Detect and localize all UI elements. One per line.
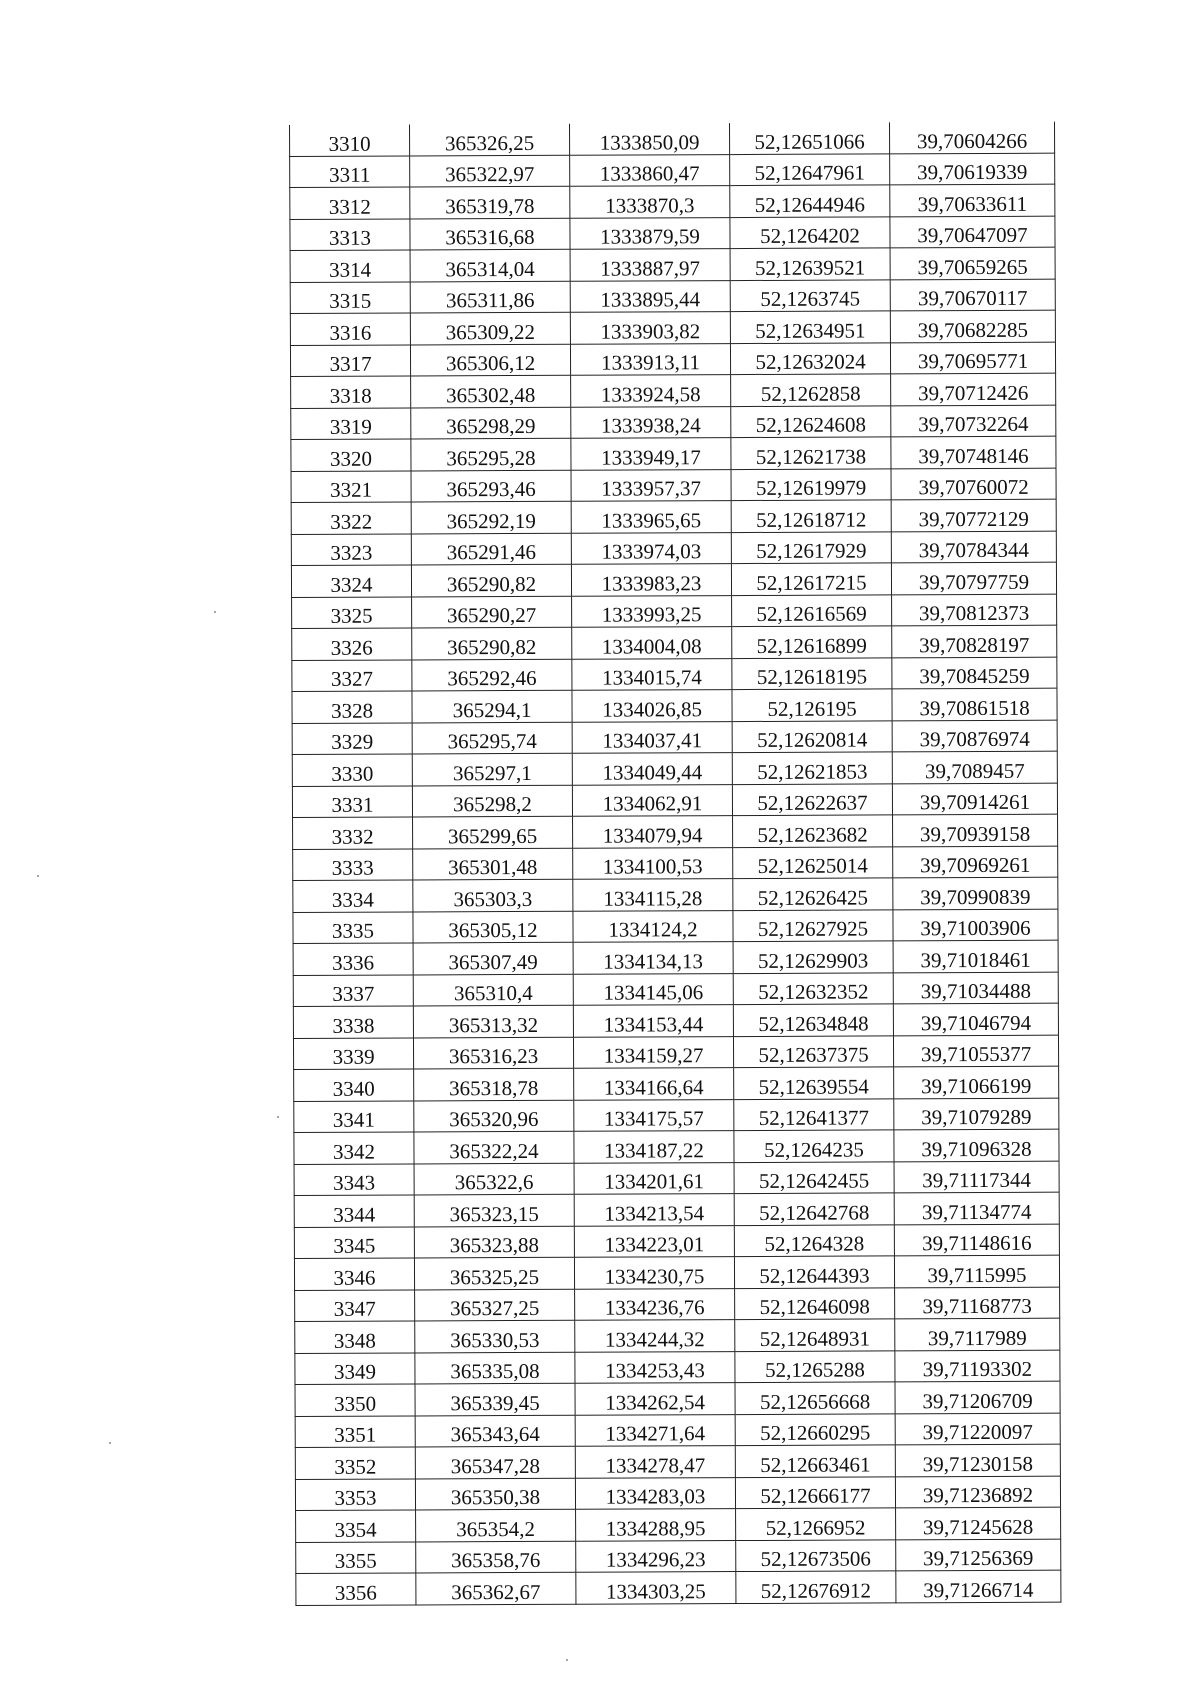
table-cell: 39,70670117	[890, 279, 1055, 311]
table-cell: 365311,86	[410, 281, 570, 313]
table-cell: 365350,38	[415, 1478, 575, 1510]
table-row	[290, 122, 1055, 156]
table-cell: 365297,1	[412, 753, 572, 785]
table-cell: 365322,97	[410, 155, 570, 187]
table-cell: 1334262,54	[575, 1383, 735, 1415]
table-cell: 3329	[292, 722, 412, 754]
table-cell: 1333887,97	[570, 249, 730, 281]
table-row	[292, 594, 1057, 629]
table-cell: 52,12663461	[735, 1445, 895, 1477]
table-row	[291, 499, 1056, 534]
scan-speck	[566, 1659, 568, 1661]
table-row	[290, 216, 1055, 251]
table-cell: 3341	[294, 1100, 414, 1132]
table-cell: 3340	[294, 1069, 414, 1101]
table-cell: 52,1266952	[736, 1508, 896, 1540]
table-cell: 365323,88	[414, 1226, 574, 1258]
table-cell: 3326	[292, 628, 412, 660]
table-cell: 52,12651066	[729, 122, 889, 154]
table-cell: 365299,65	[413, 816, 573, 848]
table-cell: 365316,68	[410, 218, 570, 250]
table-cell: 1333924,58	[571, 375, 731, 407]
table-cell: 52,12644946	[730, 185, 890, 217]
table-cell: 1334283,03	[575, 1477, 735, 1509]
table-cell: 39,71206709	[895, 1381, 1060, 1413]
table-cell: 365293,46	[411, 470, 571, 502]
table-row	[293, 909, 1058, 944]
table-cell: 39,70784344	[891, 531, 1056, 563]
coordinates-table-body	[290, 122, 1061, 1605]
table-row	[295, 1287, 1060, 1322]
table-cell: 365302,48	[411, 375, 571, 407]
table-cell: 3313	[290, 218, 410, 250]
table-cell: 39,7089457	[892, 751, 1057, 783]
table-cell: 1334166,64	[574, 1068, 734, 1100]
table-cell: 3338	[293, 1006, 413, 1038]
table-row	[292, 751, 1057, 786]
table-row	[290, 247, 1055, 282]
table-cell: 365319,78	[410, 186, 570, 218]
table-row	[294, 1255, 1059, 1290]
table-cell: 365295,28	[411, 438, 571, 470]
table-cell: 3345	[294, 1226, 414, 1258]
table-cell: 3339	[293, 1037, 413, 1069]
table-cell: 3318	[291, 376, 411, 408]
coordinates-table	[289, 122, 1061, 1606]
table-cell: 1334223,01	[574, 1225, 734, 1257]
table-cell: 39,70861518	[892, 688, 1057, 720]
table-cell: 39,70604266	[889, 122, 1054, 154]
table-row	[293, 1003, 1058, 1038]
table-row	[294, 1161, 1059, 1196]
table-cell: 52,12626425	[733, 878, 893, 910]
table-cell: 3336	[293, 943, 413, 975]
table-cell: 39,70659265	[890, 247, 1055, 279]
table-cell: 39,70748146	[891, 436, 1056, 468]
table-cell: 1334236,76	[575, 1288, 735, 1320]
table-cell: 3328	[292, 691, 412, 723]
table-cell: 1334288,95	[576, 1509, 736, 1541]
table-cell: 1333957,37	[571, 469, 731, 501]
table-cell: 1334153,44	[573, 1005, 733, 1037]
table-row	[291, 405, 1056, 440]
table-cell: 39,71018461	[893, 940, 1058, 972]
table-cell: 3352	[295, 1447, 415, 1479]
table-row	[292, 720, 1057, 755]
table-cell: 39,70939158	[893, 814, 1058, 846]
table-cell: 39,70969261	[893, 846, 1058, 878]
table-cell: 39,71236892	[895, 1476, 1060, 1508]
table-cell: 52,12673506	[736, 1539, 896, 1571]
table-cell: 365295,74	[412, 722, 572, 754]
table-cell: 3354	[296, 1510, 416, 1542]
table-cell: 52,12634848	[733, 1004, 893, 1036]
table-cell: 3332	[293, 817, 413, 849]
table-cell: 52,12642455	[734, 1161, 894, 1193]
table-cell: 365291,46	[411, 533, 571, 565]
table-cell: 365320,96	[414, 1100, 574, 1132]
table-cell: 1333879,59	[570, 217, 730, 249]
table-cell: 52,12629903	[733, 941, 893, 973]
table-row	[291, 468, 1056, 503]
table-row	[291, 562, 1056, 597]
table-cell: 1334115,28	[573, 879, 733, 911]
table-cell: 39,70812373	[892, 594, 1057, 626]
table-row	[293, 972, 1058, 1007]
table-cell: 3333	[293, 848, 413, 880]
table-cell: 52,12617929	[731, 531, 891, 563]
table-cell: 1333870,3	[570, 186, 730, 218]
table-cell: 3320	[291, 439, 411, 471]
table-row	[292, 657, 1057, 692]
table-cell: 52,12622637	[732, 783, 892, 815]
table-cell: 1334145,06	[573, 973, 733, 1005]
table-cell: 52,12618712	[731, 500, 891, 532]
table-cell: 1334253,43	[575, 1351, 735, 1383]
scan-speck	[109, 1442, 111, 1444]
table-cell: 52,12660295	[735, 1413, 895, 1445]
table-cell: 39,71003906	[893, 909, 1058, 941]
table-cell: 1333993,25	[572, 595, 732, 627]
table-cell: 39,70760072	[891, 468, 1056, 500]
table-cell: 52,12634951	[730, 311, 890, 343]
table-cell: 39,71066199	[894, 1066, 1059, 1098]
table-row	[291, 373, 1056, 408]
table-cell: 3334	[293, 880, 413, 912]
table-cell: 365294,1	[412, 690, 572, 722]
table-cell: 1333974,03	[571, 532, 731, 564]
table-cell: 365292,19	[411, 501, 571, 533]
table-cell: 39,70682285	[890, 310, 1055, 342]
table-cell: 3323	[291, 533, 411, 565]
table-cell: 52,12632352	[733, 972, 893, 1004]
table-cell: 365325,25	[414, 1257, 574, 1289]
table-cell: 3324	[291, 565, 411, 597]
table-cell: 39,71034488	[893, 972, 1058, 1004]
table-cell: 39,71079289	[894, 1098, 1059, 1130]
scan-speck	[37, 875, 39, 877]
table-cell: 1334079,94	[573, 816, 733, 848]
table-cell: 1334230,75	[574, 1257, 734, 1289]
table-cell: 52,12639521	[730, 248, 890, 280]
table-cell: 3350	[295, 1384, 415, 1416]
table-cell: 52,12647961	[730, 153, 890, 185]
table-cell: 52,126195	[732, 689, 892, 721]
table-cell: 39,70797759	[891, 562, 1056, 594]
table-cell: 52,12648931	[735, 1319, 895, 1351]
table-cell: 39,70876974	[892, 720, 1057, 752]
table-cell: 39,71168773	[895, 1287, 1060, 1319]
table-cell: 39,70695771	[890, 342, 1055, 374]
table-cell: 39,70732264	[891, 405, 1056, 437]
table-cell: 3346	[294, 1258, 414, 1290]
table-cell: 52,1264202	[730, 216, 890, 248]
table-cell: 365298,2	[412, 785, 572, 817]
table-cell: 365322,24	[414, 1131, 574, 1163]
table-cell: 52,12621853	[732, 752, 892, 784]
table-cell: 1333903,82	[570, 312, 730, 344]
table-cell: 1333938,24	[571, 406, 731, 438]
table-cell: 365318,78	[414, 1068, 574, 1100]
table-cell: 1333860,47	[570, 154, 730, 186]
table-cell: 3343	[294, 1163, 414, 1195]
table-cell: 1334213,54	[574, 1194, 734, 1226]
table-cell: 52,12639554	[734, 1067, 894, 1099]
table-row	[293, 814, 1058, 849]
table-cell: 365330,53	[415, 1320, 575, 1352]
table-cell: 3317	[290, 344, 410, 376]
table-cell: 52,12637375	[733, 1035, 893, 1067]
table-row	[296, 1570, 1061, 1605]
table-cell: 365303,3	[413, 879, 573, 911]
table-row	[292, 688, 1057, 723]
table-cell: 1333913,11	[570, 343, 730, 375]
table-cell: 365292,46	[412, 659, 572, 691]
table-row	[290, 184, 1055, 219]
table-cell: 52,1264235	[734, 1130, 894, 1162]
table-row	[295, 1381, 1060, 1416]
table-cell: 3331	[292, 785, 412, 817]
table-cell: 52,1262858	[731, 374, 891, 406]
table-cell: 3312	[290, 187, 410, 219]
table-cell: 39,71117344	[894, 1161, 1059, 1193]
table-cell: 3351	[295, 1415, 415, 1447]
table-cell: 39,71245628	[896, 1507, 1061, 1539]
table-row	[290, 310, 1055, 345]
table-row	[292, 625, 1057, 660]
table-cell: 52,12642768	[734, 1193, 894, 1225]
table-cell: 52,12616899	[732, 626, 892, 658]
table-cell: 1334124,2	[573, 910, 733, 942]
table-cell: 3344	[294, 1195, 414, 1227]
table-cell: 1334100,53	[573, 847, 733, 879]
table-row	[296, 1507, 1061, 1542]
table-cell: 1333850,09	[569, 123, 729, 155]
table-cell: 39,71148616	[894, 1224, 1059, 1256]
table-row	[290, 279, 1055, 314]
table-cell: 1334004,08	[572, 627, 732, 659]
table-cell: 52,12620814	[732, 720, 892, 752]
table-cell: 365307,49	[413, 942, 573, 974]
table-cell: 365314,04	[410, 249, 570, 281]
table-cell: 39,71266714	[896, 1570, 1061, 1602]
table-cell: 3316	[290, 313, 410, 345]
table-row	[295, 1318, 1060, 1353]
table-cell: 52,12666177	[735, 1476, 895, 1508]
table-cell: 365301,48	[413, 848, 573, 880]
table-cell: 39,71055377	[893, 1035, 1058, 1067]
table-cell: 1334175,57	[574, 1099, 734, 1131]
table-cell: 39,70712426	[891, 373, 1056, 405]
table-row	[296, 1539, 1061, 1574]
table-cell: 3314	[290, 250, 410, 282]
table-cell: 39,70633611	[890, 184, 1055, 216]
table-cell: 1334159,27	[573, 1036, 733, 1068]
table-cell: 1333895,44	[570, 280, 730, 312]
table-cell: 365362,67	[416, 1572, 576, 1604]
table-cell: 52,12656668	[735, 1382, 895, 1414]
table-cell: 52,12676912	[736, 1571, 896, 1603]
table-row	[293, 1035, 1058, 1070]
table-cell: 52,12616569	[732, 594, 892, 626]
table-cell: 1334271,64	[575, 1414, 735, 1446]
table-cell: 52,12624608	[731, 405, 891, 437]
table-cell: 1334062,91	[572, 784, 732, 816]
table-cell: 3327	[292, 659, 412, 691]
table-cell: 39,70845259	[892, 657, 1057, 689]
table-cell: 3353	[295, 1478, 415, 1510]
table-cell: 365322,6	[414, 1163, 574, 1195]
table-cell: 39,71134774	[894, 1192, 1059, 1224]
table-row	[294, 1192, 1059, 1227]
table-cell: 39,7117989	[895, 1318, 1060, 1350]
table-cell: 1334026,85	[572, 690, 732, 722]
table-cell: 52,12619979	[731, 468, 891, 500]
table-cell: 3330	[292, 754, 412, 786]
table-cell: 365290,27	[412, 596, 572, 628]
table-cell: 3348	[295, 1321, 415, 1353]
table-cell: 52,12625014	[733, 846, 893, 878]
table-cell: 39,70619339	[890, 153, 1055, 185]
table-cell: 1334187,22	[574, 1131, 734, 1163]
table-cell: 52,1264328	[734, 1224, 894, 1256]
table-cell: 365339,45	[415, 1383, 575, 1415]
table-cell: 39,70828197	[892, 625, 1057, 657]
table-row	[294, 1224, 1059, 1259]
table-cell: 39,71193302	[895, 1350, 1060, 1382]
table-cell: 365327,25	[415, 1289, 575, 1321]
table-cell: 365309,22	[410, 312, 570, 344]
table-row	[295, 1350, 1060, 1385]
table-cell: 365313,32	[413, 1005, 573, 1037]
table-cell: 365354,2	[416, 1509, 576, 1541]
table-cell: 3335	[293, 911, 413, 943]
table-row	[290, 342, 1055, 377]
table-cell: 1334037,41	[572, 721, 732, 753]
table-row	[293, 940, 1058, 975]
table-cell: 52,12623682	[733, 815, 893, 847]
scan-speck	[277, 1116, 279, 1118]
table-cell: 365298,29	[411, 407, 571, 439]
table-row	[295, 1444, 1060, 1479]
table-cell: 365305,12	[413, 911, 573, 943]
table-row	[293, 846, 1058, 881]
table-cell: 52,12646098	[735, 1287, 895, 1319]
table-row	[291, 436, 1056, 471]
table-cell: 1333983,23	[571, 564, 731, 596]
table-row	[291, 531, 1056, 566]
table-cell: 365323,15	[414, 1194, 574, 1226]
table-cell: 39,71220097	[895, 1413, 1060, 1445]
table-cell: 365358,76	[416, 1541, 576, 1573]
table-cell: 3319	[291, 407, 411, 439]
table-row	[294, 1066, 1059, 1101]
table-cell: 39,70647097	[890, 216, 1055, 248]
table-row	[293, 877, 1058, 912]
table-cell: 3347	[295, 1289, 415, 1321]
table-cell: 39,70772129	[891, 499, 1056, 531]
table-row	[294, 1098, 1059, 1133]
table-cell: 3342	[294, 1132, 414, 1164]
table-cell: 3315	[290, 281, 410, 313]
scan-speck	[214, 611, 216, 613]
table-row	[290, 153, 1055, 188]
table-cell: 52,1263745	[730, 279, 890, 311]
table-cell: 39,71096328	[894, 1129, 1059, 1161]
table-cell: 3310	[290, 124, 410, 156]
table-cell: 1334201,61	[574, 1162, 734, 1194]
table-cell: 39,71256369	[896, 1539, 1061, 1571]
table-cell: 39,70990839	[893, 877, 1058, 909]
table-row	[292, 783, 1057, 818]
table-cell: 365316,23	[413, 1037, 573, 1069]
table-cell: 365347,28	[415, 1446, 575, 1478]
table-cell: 1334296,23	[576, 1540, 736, 1572]
table-cell: 1334278,47	[575, 1446, 735, 1478]
table-cell: 52,12641377	[734, 1098, 894, 1130]
table-cell: 39,71230158	[895, 1444, 1060, 1476]
table-cell: 39,70914261	[892, 783, 1057, 815]
table-cell: 3349	[295, 1352, 415, 1384]
table-cell: 52,12632024	[730, 342, 890, 374]
table-cell: 1333949,17	[571, 438, 731, 470]
table-cell: 365290,82	[412, 627, 572, 659]
table-cell: 52,12618195	[732, 657, 892, 689]
table-cell: 365290,82	[411, 564, 571, 596]
table-cell: 3356	[296, 1573, 416, 1605]
table-cell: 1334244,32	[575, 1320, 735, 1352]
table-cell: 3311	[290, 155, 410, 187]
table-row	[295, 1476, 1060, 1511]
table-cell: 365306,12	[410, 344, 570, 376]
table-cell: 52,12617215	[731, 563, 891, 595]
table-cell: 52,12621738	[731, 437, 891, 469]
table-cell: 3355	[296, 1541, 416, 1573]
table-row	[294, 1129, 1059, 1164]
table-cell: 1334015,74	[572, 658, 732, 690]
table-cell: 52,1265288	[735, 1350, 895, 1382]
table-cell: 3325	[292, 596, 412, 628]
table-cell: 3321	[291, 470, 411, 502]
table-cell: 3337	[293, 974, 413, 1006]
table-cell: 365343,64	[415, 1415, 575, 1447]
table-cell: 365326,25	[409, 124, 569, 156]
table-cell: 1333965,65	[571, 501, 731, 533]
table-row	[295, 1413, 1060, 1448]
table-cell: 52,12627925	[733, 909, 893, 941]
table-cell: 1334134,13	[573, 942, 733, 974]
table-cell: 52,12644393	[734, 1256, 894, 1288]
table-cell: 365310,4	[413, 974, 573, 1006]
table-cell: 365335,08	[415, 1352, 575, 1384]
table-cell: 1334303,25	[576, 1572, 736, 1604]
table-cell: 1334049,44	[572, 753, 732, 785]
table-cell: 39,7115995	[894, 1255, 1059, 1287]
table-cell: 3322	[291, 502, 411, 534]
table-cell: 39,71046794	[893, 1003, 1058, 1035]
